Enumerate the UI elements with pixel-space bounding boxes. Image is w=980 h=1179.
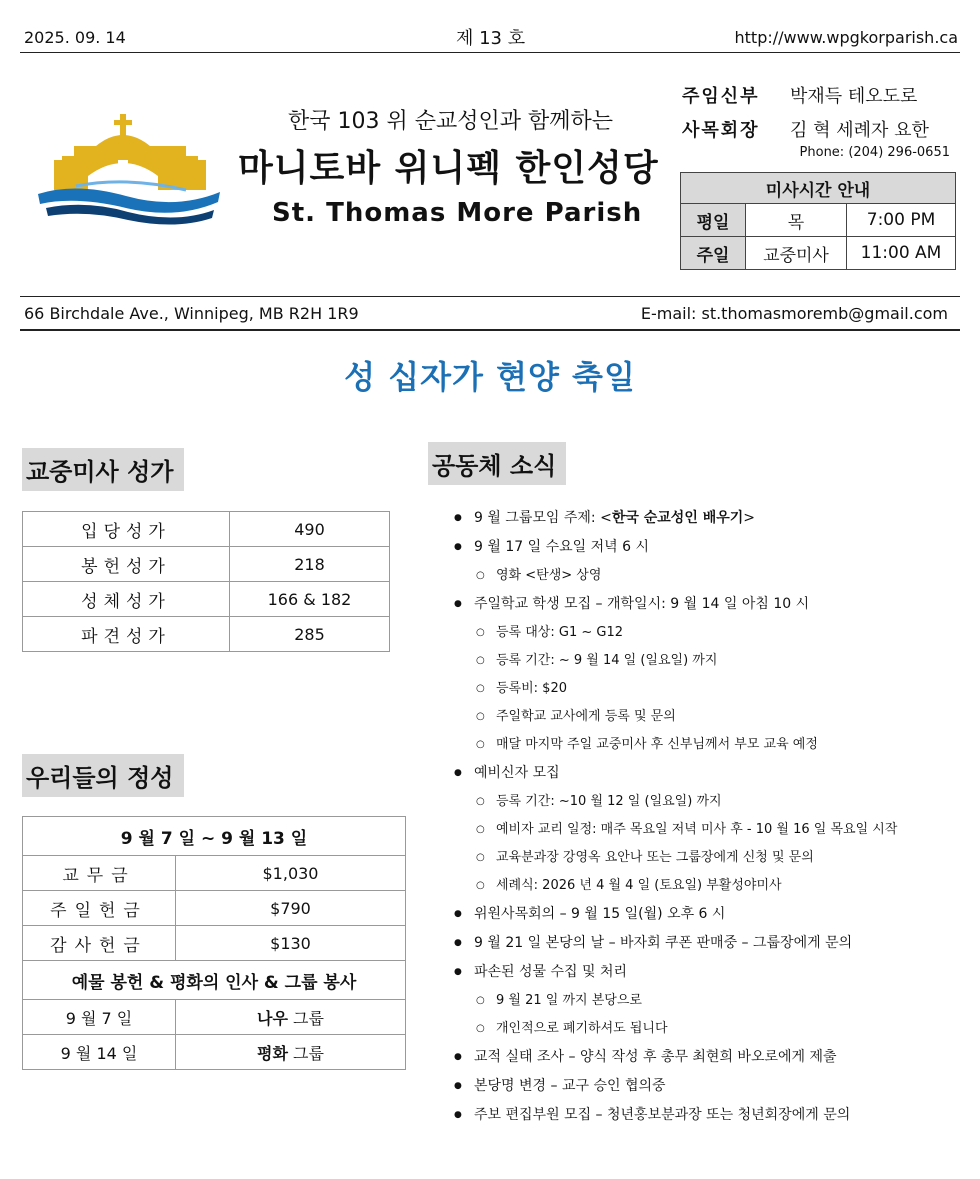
top-divider	[20, 52, 960, 53]
offering-table	[22, 816, 406, 1070]
council-name: 김 혁 세례자 요한	[790, 120, 929, 141]
offering-label: 주일헌금	[23, 891, 176, 926]
mass-row-day: 목	[746, 204, 847, 237]
news-list	[452, 508, 962, 1134]
address-bottom-divider	[20, 329, 960, 331]
offering-amount: $1,030	[176, 856, 406, 891]
list-item: ● 9 월 17 일 수요일 저녁 6 시	[452, 537, 962, 557]
list-item: ● 파손된 성물 수집 및 처리	[452, 962, 962, 982]
header-subtitle: 한국 103 위 순교성인과 함께하는	[288, 109, 613, 134]
list-subitem: ○ 등록 대상: G1 ~ G12	[452, 623, 962, 643]
mass-row-day: 교중미사	[746, 237, 847, 270]
list-item: ● 교적 실태 조사 – 양식 작성 후 총무 최현희 바오로에게 제출	[452, 1047, 962, 1067]
service-group-name: 평화	[257, 1043, 288, 1063]
service-group	[176, 1035, 406, 1070]
mass-row-label: 평일	[681, 204, 746, 237]
list-subitem: ○ 교육분과장 강영옥 요안나 또는 그룹장에게 신청 및 문의	[452, 848, 962, 868]
list-subitem: ○ 개인적으로 폐기하셔도 됩니다	[452, 1019, 962, 1039]
list-subitem: ○ 9 월 21 일 까지 본당으로	[452, 991, 962, 1011]
table-row	[23, 617, 390, 652]
hymn-number: 490	[230, 512, 390, 547]
service-group-suffix: 그룹	[287, 1008, 324, 1028]
header-title-korean: 마니토바 위니펙 한인성당	[238, 148, 659, 189]
hymn-label: 봉헌성가	[23, 547, 230, 582]
offering-amount: $790	[176, 891, 406, 926]
parish-phone: Phone: (204) 296-0651	[799, 145, 950, 160]
service-group	[176, 1000, 406, 1035]
mass-table-caption: 미사시간 안내	[681, 173, 956, 204]
news-text: 9 월 그룹모임 주제: <	[474, 510, 612, 526]
mass-row-time: 11:00 AM	[847, 237, 956, 270]
pastor-name: 박재득 테오도로	[790, 86, 918, 107]
offering-label: 감사헌금	[23, 926, 176, 961]
list-subitem: ○ 등록 기간: ~10 월 12 일 (일요일) 까지	[452, 792, 962, 812]
offering-period: 9 월 7 일 ~ 9 월 13 일	[23, 817, 406, 856]
list-item: ● 9 월 21 일 본당의 날 – 바자회 쿠폰 판매중 – 그룹장에게 문의	[452, 933, 962, 953]
hymn-label: 성체성가	[23, 582, 230, 617]
church-logo	[36, 110, 222, 230]
list-subitem: ○ 등록비: $20	[452, 679, 962, 699]
council-role: 사목회장	[682, 120, 760, 141]
address-top-divider	[20, 296, 960, 297]
service-title: 예물 봉헌 & 평화의 인사 & 그룹 봉사	[23, 961, 406, 1000]
list-item: ● 주보 편집부원 모집 – 청년홍보분과장 또는 청년회장에게 문의	[452, 1105, 962, 1125]
list-item: ● 본당명 변경 – 교구 승인 협의중	[452, 1076, 962, 1096]
table-row	[23, 856, 406, 891]
list-subitem: ○ 등록 기간: ~ 9 월 14 일 (일요일) 까지	[452, 651, 962, 671]
pastor-role: 주임신부	[682, 86, 760, 107]
issue-date: 2025. 09. 14	[24, 28, 126, 47]
list-subitem: ○ 주일학교 교사에게 등록 및 문의	[452, 707, 962, 727]
hymn-label: 파견성가	[23, 617, 230, 652]
parish-email[interactable]: E-mail: st.thomasmoremb@gmail.com	[640, 304, 948, 323]
offering-section-heading: 우리들의 정성	[22, 754, 184, 797]
offering-label: 교무금	[23, 856, 176, 891]
list-subitem: ○ 세례식: 2026 년 4 월 4 일 (토요일) 부활성야미사	[452, 876, 962, 896]
news-section-heading: 공동체 소식	[428, 442, 566, 485]
hymn-number: 285	[230, 617, 390, 652]
service-group-name: 나우	[257, 1008, 288, 1028]
list-subitem: ○ 매달 마지막 주일 교중미사 후 신부님께서 부모 교육 예정	[452, 735, 962, 755]
news-text-bold: 한국 순교성인 배우기	[611, 510, 744, 526]
parish-address: 66 Birchdale Ave., Winnipeg, MB R2H 1R9	[24, 304, 359, 323]
table-row	[23, 547, 390, 582]
feast-title: 성 십자가 현양 축일	[344, 358, 636, 396]
parish-url[interactable]: http://www.wpgkorparish.ca	[734, 28, 958, 47]
list-subitem: ○ 영화 <탄생> 상영	[452, 566, 962, 586]
table-row	[23, 512, 390, 547]
table-row	[23, 891, 406, 926]
list-item: ● 위원사목회의 – 9 월 15 일(월) 오후 6 시	[452, 904, 962, 924]
hymn-number: 218	[230, 547, 390, 582]
mass-row-sunday	[681, 237, 956, 270]
news-text: >	[743, 510, 756, 526]
service-date: 9 월 14 일	[23, 1035, 176, 1070]
service-date: 9 월 7 일	[23, 1000, 176, 1035]
hymn-number: 166 & 182	[230, 582, 390, 617]
list-subitem: ○ 예비자 교리 일정: 매주 목요일 저녁 미사 후 - 10 월 16 일 목요일 시작	[452, 820, 962, 840]
list-item: ● 예비신자 모집	[452, 763, 962, 783]
table-row	[23, 582, 390, 617]
list-item	[452, 508, 962, 528]
hymn-section-heading: 교중미사 성가	[22, 448, 184, 491]
mass-time-table	[680, 172, 956, 270]
hymn-label: 입당성가	[23, 512, 230, 547]
mass-row-label: 주일	[681, 237, 746, 270]
issue-number: 제 13 호	[456, 28, 526, 49]
hymn-table	[22, 511, 390, 652]
list-item: ● 주일학교 학생 모집 – 개학일시: 9 월 14 일 아침 10 시	[452, 594, 962, 614]
header-title-english: St. Thomas More Parish	[272, 198, 643, 228]
table-row	[23, 926, 406, 961]
mass-row-weekday	[681, 204, 956, 237]
offering-amount: $130	[176, 926, 406, 961]
table-row	[23, 1000, 406, 1035]
mass-row-time: 7:00 PM	[847, 204, 956, 237]
service-group-suffix: 그룹	[287, 1043, 324, 1063]
table-row	[23, 1035, 406, 1070]
